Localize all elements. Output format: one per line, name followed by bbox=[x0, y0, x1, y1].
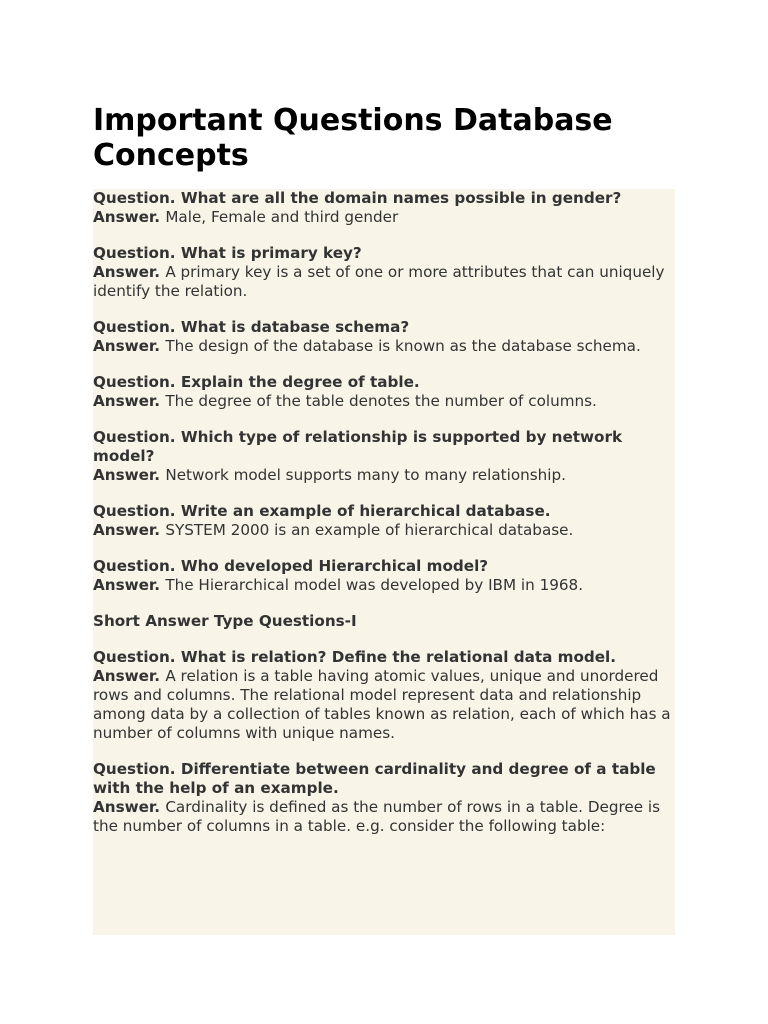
qa-item bbox=[93, 318, 675, 356]
answer-text: The degree of the table denotes the number of columns. bbox=[165, 392, 597, 410]
answer-label: Answer. bbox=[93, 466, 166, 484]
qa-item bbox=[93, 648, 675, 743]
qa-item bbox=[93, 428, 675, 485]
answer-text: Network model supports many to many relationship. bbox=[165, 466, 566, 484]
answer-text: The design of the database is known as the database schema. bbox=[165, 337, 641, 355]
qa-item bbox=[93, 502, 675, 540]
qa-item bbox=[93, 189, 675, 227]
question-text: Question. What is relation? Define the relational data model. bbox=[93, 648, 617, 666]
answer-label: Answer. bbox=[93, 208, 166, 226]
answer-text: A primary key is a set of one or more attributes that can uniquely identify the relation. bbox=[93, 263, 665, 300]
answer-label: Answer. bbox=[93, 337, 166, 355]
question-text: Question. Which type of relationship is supported by network model? bbox=[93, 428, 623, 465]
question-text: Question. What is database schema? bbox=[93, 318, 410, 336]
question-text: Question. Write an example of hierarchical database. bbox=[93, 502, 551, 520]
qa-item bbox=[93, 557, 675, 595]
answer-label: Answer. bbox=[93, 576, 166, 594]
answer-label: Answer. bbox=[93, 798, 166, 816]
answer-label: Answer. bbox=[93, 667, 166, 685]
question-text: Question. Differentiate between cardinality and degree of a table with the help of an example. bbox=[93, 760, 656, 797]
answer-text: Cardinality is defined as the number of rows in a table. Degree is the number of columns in a table. e.g. consider the following table: bbox=[93, 798, 661, 835]
answer-text: The Hierarchical model was developed by IBM in 1968. bbox=[165, 576, 584, 594]
answer-text: SYSTEM 2000 is an example of hierarchical database. bbox=[165, 521, 574, 539]
qa-item bbox=[93, 760, 675, 836]
qa-content bbox=[93, 189, 675, 935]
answer-label: Answer. bbox=[93, 263, 166, 281]
question-text: Question. Explain the degree of table. bbox=[93, 373, 420, 391]
answer-text: A relation is a table having atomic values, unique and unordered rows and columns. The relational model represent data and relationship among data by a collection of tables known as relation, each of which has a number of columns with unique names. bbox=[93, 667, 671, 742]
qa-item bbox=[93, 244, 675, 301]
answer-text: Male, Female and third gender bbox=[165, 208, 399, 226]
qa-item bbox=[93, 373, 675, 411]
answer-label: Answer. bbox=[93, 392, 166, 410]
question-text: Question. Who developed Hierarchical model? bbox=[93, 557, 489, 575]
question-text: Question. What is primary key? bbox=[93, 244, 362, 262]
question-text: Question. What are all the domain names possible in gender? bbox=[93, 189, 622, 207]
answer-label: Answer. bbox=[93, 521, 166, 539]
page-title: Important Questions Database Concepts bbox=[93, 103, 613, 173]
section-heading: Short Answer Type Questions-I bbox=[93, 612, 357, 630]
